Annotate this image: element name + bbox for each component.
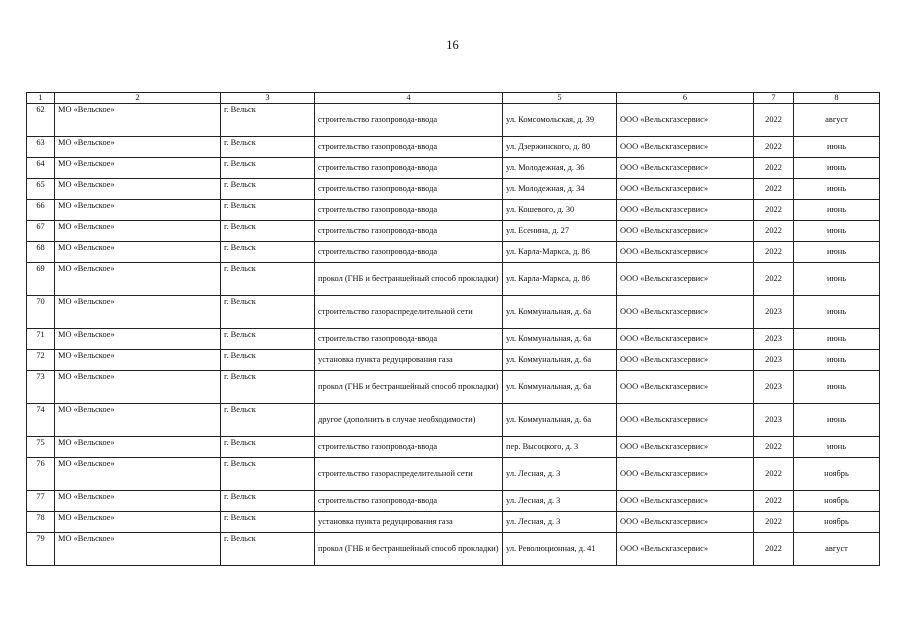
month-cell: июнь xyxy=(794,403,880,436)
city-cell: г. Вельск xyxy=(221,349,315,370)
header-row xyxy=(27,93,880,104)
work-type-cell: другое (дополнить в случае необходимости) xyxy=(315,403,503,436)
work-type-cell: прокол (ГНБ и бестраншейный способ прокладки) xyxy=(315,262,503,295)
city-cell: г. Вельск xyxy=(221,199,315,220)
city-cell: г. Вельск xyxy=(221,436,315,457)
city-cell: г. Вельск xyxy=(221,262,315,295)
address-cell: ул. Коммунальная, д. 6а xyxy=(503,403,617,436)
city-cell: г. Вельск xyxy=(221,157,315,178)
work-type-cell: установка пункта редуцирования газа xyxy=(315,511,503,532)
column-header-1: 1 xyxy=(27,93,55,104)
work-type-cell: строительство газораспределительной сети xyxy=(315,457,503,490)
municipality-cell: МО «Вельское» xyxy=(55,136,221,157)
table-row xyxy=(27,157,880,178)
city-cell: г. Вельск xyxy=(221,328,315,349)
work-type-cell: строительство газопровода-ввода xyxy=(315,199,503,220)
work-type-cell: строительство газопровода-ввода xyxy=(315,157,503,178)
address-cell: ул. Есенина, д. 27 xyxy=(503,220,617,241)
organization-cell: ООО «Вельскгазсервис» xyxy=(617,436,754,457)
organization-cell: ООО «Вельскгазсервис» xyxy=(617,403,754,436)
year-cell: 2023 xyxy=(754,403,794,436)
organization-cell: ООО «Вельскгазсервис» xyxy=(617,262,754,295)
organization-cell: ООО «Вельскгазсервис» xyxy=(617,349,754,370)
row-number-cell: 65 xyxy=(27,178,55,199)
month-cell: июнь xyxy=(794,328,880,349)
work-type-cell: строительство газораспределительной сети xyxy=(315,295,503,328)
year-cell: 2023 xyxy=(754,295,794,328)
city-cell: г. Вельск xyxy=(221,403,315,436)
table-row xyxy=(27,370,880,403)
table-row xyxy=(27,103,880,136)
row-number-cell: 76 xyxy=(27,457,55,490)
year-cell: 2022 xyxy=(754,532,794,565)
month-cell: июнь xyxy=(794,349,880,370)
municipality-cell: МО «Вельское» xyxy=(55,511,221,532)
table-row xyxy=(27,349,880,370)
municipality-cell: МО «Вельское» xyxy=(55,403,221,436)
table-row xyxy=(27,328,880,349)
year-cell: 2022 xyxy=(754,436,794,457)
municipality-cell: МО «Вельское» xyxy=(55,199,221,220)
municipality-cell: МО «Вельское» xyxy=(55,370,221,403)
work-type-cell: строительство газопровода-ввода xyxy=(315,136,503,157)
work-type-cell: строительство газопровода-ввода xyxy=(315,178,503,199)
organization-cell: ООО «Вельскгазсервис» xyxy=(617,457,754,490)
table-body xyxy=(27,103,880,565)
year-cell: 2023 xyxy=(754,370,794,403)
month-cell: август xyxy=(794,103,880,136)
year-cell: 2022 xyxy=(754,136,794,157)
year-cell: 2023 xyxy=(754,349,794,370)
address-cell: ул. Лесная, д. 3 xyxy=(503,511,617,532)
work-type-cell: строительство газопровода-ввода xyxy=(315,241,503,262)
address-cell: ул. Кошевого, д. 30 xyxy=(503,199,617,220)
month-cell: ноябрь xyxy=(794,511,880,532)
month-cell: июнь xyxy=(794,295,880,328)
organization-cell: ООО «Вельскгазсервис» xyxy=(617,220,754,241)
address-cell: ул. Дзержинского, д. 80 xyxy=(503,136,617,157)
work-type-cell: строительство газопровода-ввода xyxy=(315,103,503,136)
address-cell: ул. Молодежная, д. 36 xyxy=(503,157,617,178)
table-row xyxy=(27,220,880,241)
row-number-cell: 73 xyxy=(27,370,55,403)
municipality-cell: МО «Вельское» xyxy=(55,532,221,565)
address-cell: пер. Высоцкого, д. 3 xyxy=(503,436,617,457)
organization-cell: ООО «Вельскгазсервис» xyxy=(617,178,754,199)
city-cell: г. Вельск xyxy=(221,490,315,511)
work-type-cell: строительство газопровода-ввода xyxy=(315,436,503,457)
month-cell: июнь xyxy=(794,157,880,178)
month-cell: июнь xyxy=(794,220,880,241)
organization-cell: ООО «Вельскгазсервис» xyxy=(617,295,754,328)
municipality-cell: МО «Вельское» xyxy=(55,157,221,178)
organization-cell: ООО «Вельскгазсервис» xyxy=(617,103,754,136)
city-cell: г. Вельск xyxy=(221,220,315,241)
row-number-cell: 77 xyxy=(27,490,55,511)
work-type-cell: строительство газопровода-ввода xyxy=(315,220,503,241)
municipality-cell: МО «Вельское» xyxy=(55,241,221,262)
municipality-cell: МО «Вельское» xyxy=(55,262,221,295)
address-cell: ул. Молодежная, д. 34 xyxy=(503,178,617,199)
address-cell: ул. Комсомольская, д. 39 xyxy=(503,103,617,136)
year-cell: 2022 xyxy=(754,103,794,136)
organization-cell: ООО «Вельскгазсервис» xyxy=(617,532,754,565)
column-header-2: 2 xyxy=(55,93,221,104)
works-table xyxy=(26,92,880,566)
row-number-cell: 64 xyxy=(27,157,55,178)
column-header-3: 3 xyxy=(221,93,315,104)
year-cell: 2022 xyxy=(754,490,794,511)
municipality-cell: МО «Вельское» xyxy=(55,349,221,370)
municipality-cell: МО «Вельское» xyxy=(55,103,221,136)
organization-cell: ООО «Вельскгазсервис» xyxy=(617,511,754,532)
row-number-cell: 74 xyxy=(27,403,55,436)
work-type-cell: строительство газопровода-ввода xyxy=(315,490,503,511)
month-cell: ноябрь xyxy=(794,457,880,490)
table-row xyxy=(27,457,880,490)
work-type-cell: строительство газопровода-ввода xyxy=(315,328,503,349)
row-number-cell: 79 xyxy=(27,532,55,565)
row-number-cell: 68 xyxy=(27,241,55,262)
organization-cell: ООО «Вельскгазсервис» xyxy=(617,157,754,178)
address-cell: ул. Коммунальная, д. 6а xyxy=(503,295,617,328)
table-row xyxy=(27,436,880,457)
year-cell: 2022 xyxy=(754,157,794,178)
address-cell: ул. Коммунальная, д. 6а xyxy=(503,349,617,370)
address-cell: ул. Коммунальная, д. 6а xyxy=(503,370,617,403)
organization-cell: ООО «Вельскгазсервис» xyxy=(617,241,754,262)
address-cell: ул. Революционная, д. 41 xyxy=(503,532,617,565)
column-header-8: 8 xyxy=(794,93,880,104)
month-cell: август xyxy=(794,532,880,565)
table-row xyxy=(27,295,880,328)
month-cell: июнь xyxy=(794,136,880,157)
row-number-cell: 72 xyxy=(27,349,55,370)
column-header-6: 6 xyxy=(617,93,754,104)
row-number-cell: 78 xyxy=(27,511,55,532)
address-cell: ул. Карла-Маркса, д. 86 xyxy=(503,241,617,262)
year-cell: 2022 xyxy=(754,262,794,295)
page-number: 16 xyxy=(446,38,459,52)
row-number-cell: 66 xyxy=(27,199,55,220)
row-number-cell: 62 xyxy=(27,103,55,136)
row-number-cell: 63 xyxy=(27,136,55,157)
city-cell: г. Вельск xyxy=(221,241,315,262)
organization-cell: ООО «Вельскгазсервис» xyxy=(617,136,754,157)
organization-cell: ООО «Вельскгазсервис» xyxy=(617,370,754,403)
year-cell: 2022 xyxy=(754,511,794,532)
month-cell: ноябрь xyxy=(794,490,880,511)
city-cell: г. Вельск xyxy=(221,511,315,532)
year-cell: 2022 xyxy=(754,457,794,490)
year-cell: 2022 xyxy=(754,241,794,262)
row-number-cell: 67 xyxy=(27,220,55,241)
organization-cell: ООО «Вельскгазсервис» xyxy=(617,199,754,220)
organization-cell: ООО «Вельскгазсервис» xyxy=(617,490,754,511)
month-cell: июнь xyxy=(794,262,880,295)
month-cell: июнь xyxy=(794,241,880,262)
municipality-cell: МО «Вельское» xyxy=(55,436,221,457)
row-number-cell: 75 xyxy=(27,436,55,457)
year-cell: 2022 xyxy=(754,199,794,220)
city-cell: г. Вельск xyxy=(221,178,315,199)
column-header-5: 5 xyxy=(503,93,617,104)
table-row xyxy=(27,178,880,199)
municipality-cell: МО «Вельское» xyxy=(55,178,221,199)
city-cell: г. Вельск xyxy=(221,103,315,136)
municipality-cell: МО «Вельское» xyxy=(55,295,221,328)
month-cell: июнь xyxy=(794,178,880,199)
row-number-cell: 69 xyxy=(27,262,55,295)
address-cell: ул. Лесная, д. 3 xyxy=(503,490,617,511)
city-cell: г. Вельск xyxy=(221,136,315,157)
city-cell: г. Вельск xyxy=(221,532,315,565)
year-cell: 2023 xyxy=(754,328,794,349)
city-cell: г. Вельск xyxy=(221,457,315,490)
month-cell: июнь xyxy=(794,370,880,403)
work-type-cell: прокол (ГНБ и бестраншейный способ прокладки) xyxy=(315,370,503,403)
table-row xyxy=(27,403,880,436)
organization-cell: ООО «Вельскгазсервис» xyxy=(617,328,754,349)
table-row xyxy=(27,490,880,511)
table-row xyxy=(27,199,880,220)
work-type-cell: установка пункта редуцирования газа xyxy=(315,349,503,370)
year-cell: 2022 xyxy=(754,178,794,199)
municipality-cell: МО «Вельское» xyxy=(55,457,221,490)
work-type-cell: прокол (ГНБ и бестраншейный способ прокладки) xyxy=(315,532,503,565)
table-row xyxy=(27,136,880,157)
month-cell: июнь xyxy=(794,199,880,220)
row-number-cell: 70 xyxy=(27,295,55,328)
table-row xyxy=(27,241,880,262)
row-number-cell: 71 xyxy=(27,328,55,349)
year-cell: 2022 xyxy=(754,220,794,241)
municipality-cell: МО «Вельское» xyxy=(55,220,221,241)
column-header-4: 4 xyxy=(315,93,503,104)
municipality-cell: МО «Вельское» xyxy=(55,328,221,349)
month-cell: июнь xyxy=(794,436,880,457)
address-cell: ул. Коммунальная, д. 6а xyxy=(503,328,617,349)
table-row xyxy=(27,532,880,565)
table-row xyxy=(27,262,880,295)
address-cell: ул. Карла-Маркса, д. 86 xyxy=(503,262,617,295)
city-cell: г. Вельск xyxy=(221,370,315,403)
table-row xyxy=(27,511,880,532)
city-cell: г. Вельск xyxy=(221,295,315,328)
column-header-7: 7 xyxy=(754,93,794,104)
address-cell: ул. Лесная, д. 3 xyxy=(503,457,617,490)
municipality-cell: МО «Вельское» xyxy=(55,490,221,511)
